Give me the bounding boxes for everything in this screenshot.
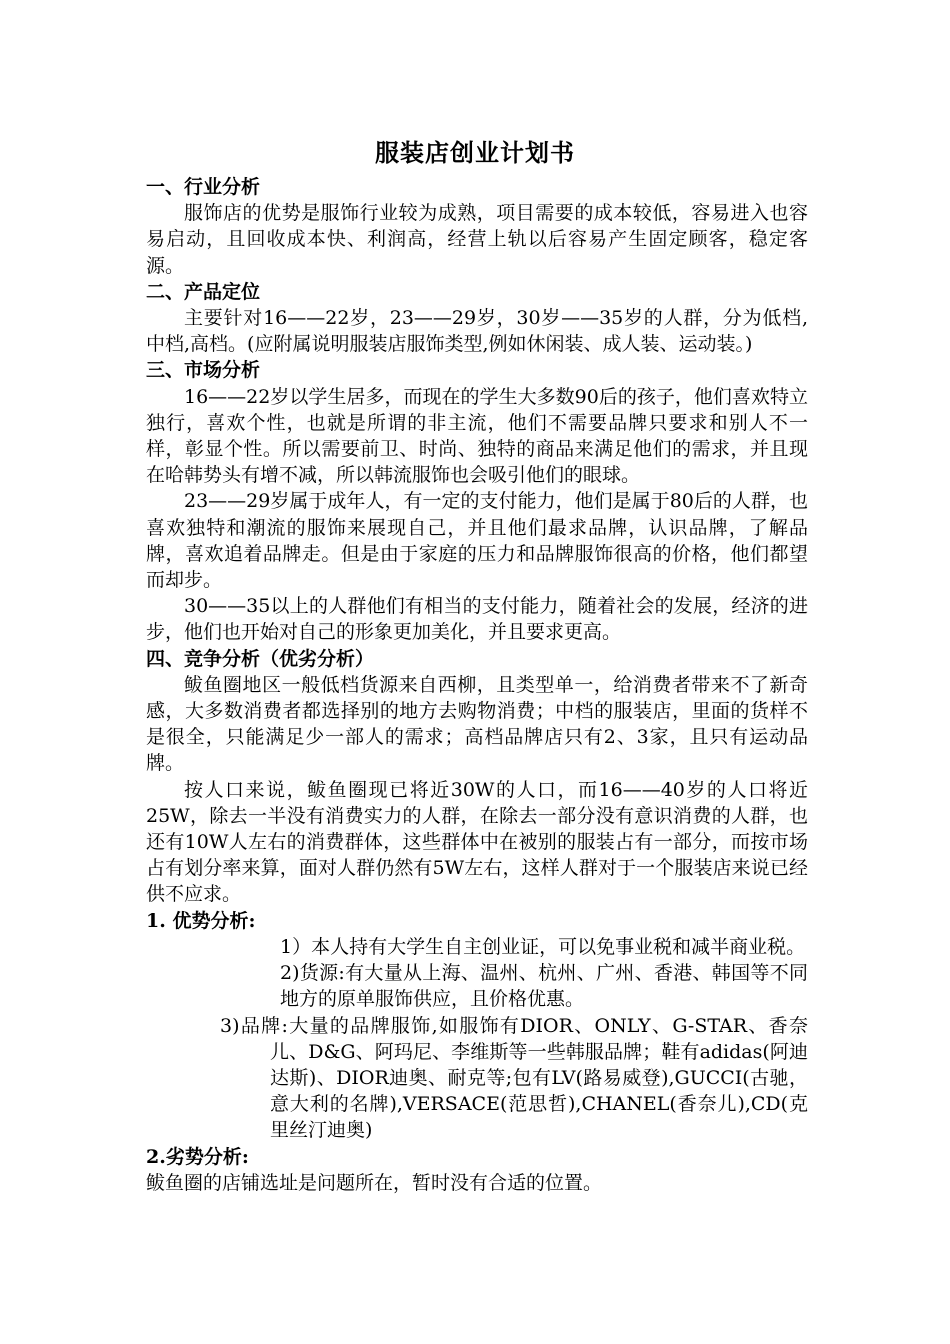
competition-paragraph-1: 鲅鱼圈地区一般低档货源来自西柳，且类型单一，给消费者带来不了新奇感，大多数消费者都选择别的地方去购物消费；中档的服装店，里面的货样不是很全，只能满足少一部人的需求；高档品牌店只有2、3家，且只有运动品牌。 — [146, 673, 808, 775]
competition-paragraph-2: 按人口来说，鲅鱼圈现已将近30W的人口，而16——40岁的人口将近25W，除去一半没有消费实力的人群，在除去一部分没有意识消费的人群，也还有10W人左右的消费群体，这些群体中在被别的服装占有一部分，而按市场占有划分率来算，面对人群仍然有5W左右，这样人群对于一个服装店来说已经供不应求。 — [146, 778, 808, 906]
industry-paragraph: 服饰店的优势是服饰行业较为成熟，项目需要的成本较低，容易进入也容易启动，且回收成本快、利润高，经营上轨以后容易产生固定顾客，稳定客源。 — [146, 202, 808, 277]
document-body — [146, 174, 808, 1196]
section-heading-market: 三、市场分析 — [146, 359, 261, 382]
section-heading-advantages: 1. 优势分析: — [146, 909, 256, 932]
section-heading-industry: 一、行业分析 — [146, 176, 261, 198]
section-heading-disadvantages: 2.劣势分析: — [146, 1145, 249, 1168]
advantage-item-3: 3)品牌:大量的品牌服饰,如服饰有DIOR、ONLY、G-STAR、香奈儿、D&G、阿玛尼、李维斯等一些韩服品牌；鞋有adidas(阿迪达斯)、DIOR迪奥、耐克等;包有LV(路易威登),GUCCI(古驰，意大利的名牌),VERSACE(范思哲),CHANEL(香奈儿),CD(克里丝汀迪奥) — [220, 1014, 808, 1142]
section-heading-positioning: 二、产品定位 — [146, 280, 261, 303]
section-heading-competition: 四、竞争分析（优劣分析） — [146, 647, 375, 670]
positioning-paragraph: 主要针对16——22岁，23——29岁，30岁——35岁的人群，分为低档,中档,高档。(应附属说明服装店服饰类型,例如休闲装、成人装、运动装。) — [146, 307, 808, 356]
document-title: 服装店创业计划书 — [375, 138, 575, 167]
market-paragraph-1: 16——22岁以学生居多，而现在的学生大多数90后的孩子，他们喜欢特立独行，喜欢个性，也就是所谓的非主流，他们不需要品牌只要求和别人不一样，彰显个性。所以需要前卫、时尚、独特的商品来满足他们的需求，并且现在哈韩势头有增不减，所以韩流服饰也会吸引他们的眼球。 — [146, 385, 808, 487]
market-paragraph-3: 30——35以上的人群他们有相当的支付能力，随着社会的发展，经济的进步，他们也开始对自己的形象更加美化，并且要求更高。 — [146, 595, 808, 644]
advantage-item-1: 1）本人持有大学生自主创业证，可以免事业税和减半商业税。 — [280, 935, 806, 958]
disadvantages-paragraph: 鲅鱼圈的店铺选址是问题所在，暂时没有合适的位置。 — [146, 1171, 603, 1194]
advantage-item-2: 2)货源:有大量从上海、温州、杭州、广州、香港、韩国等不同地方的原单服饰供应，且价格优惠。 — [280, 962, 808, 1011]
market-paragraph-2: 23——29岁属于成年人，有一定的支付能力，他们是属于80后的人群，也喜欢独特和潮流的服饰来展现自己，并且他们最求品牌，认识品牌，了解品牌，喜欢追着品牌走。但是由于家庭的压力和品牌服饰很高的价格，他们都望而却步。 — [146, 490, 808, 592]
